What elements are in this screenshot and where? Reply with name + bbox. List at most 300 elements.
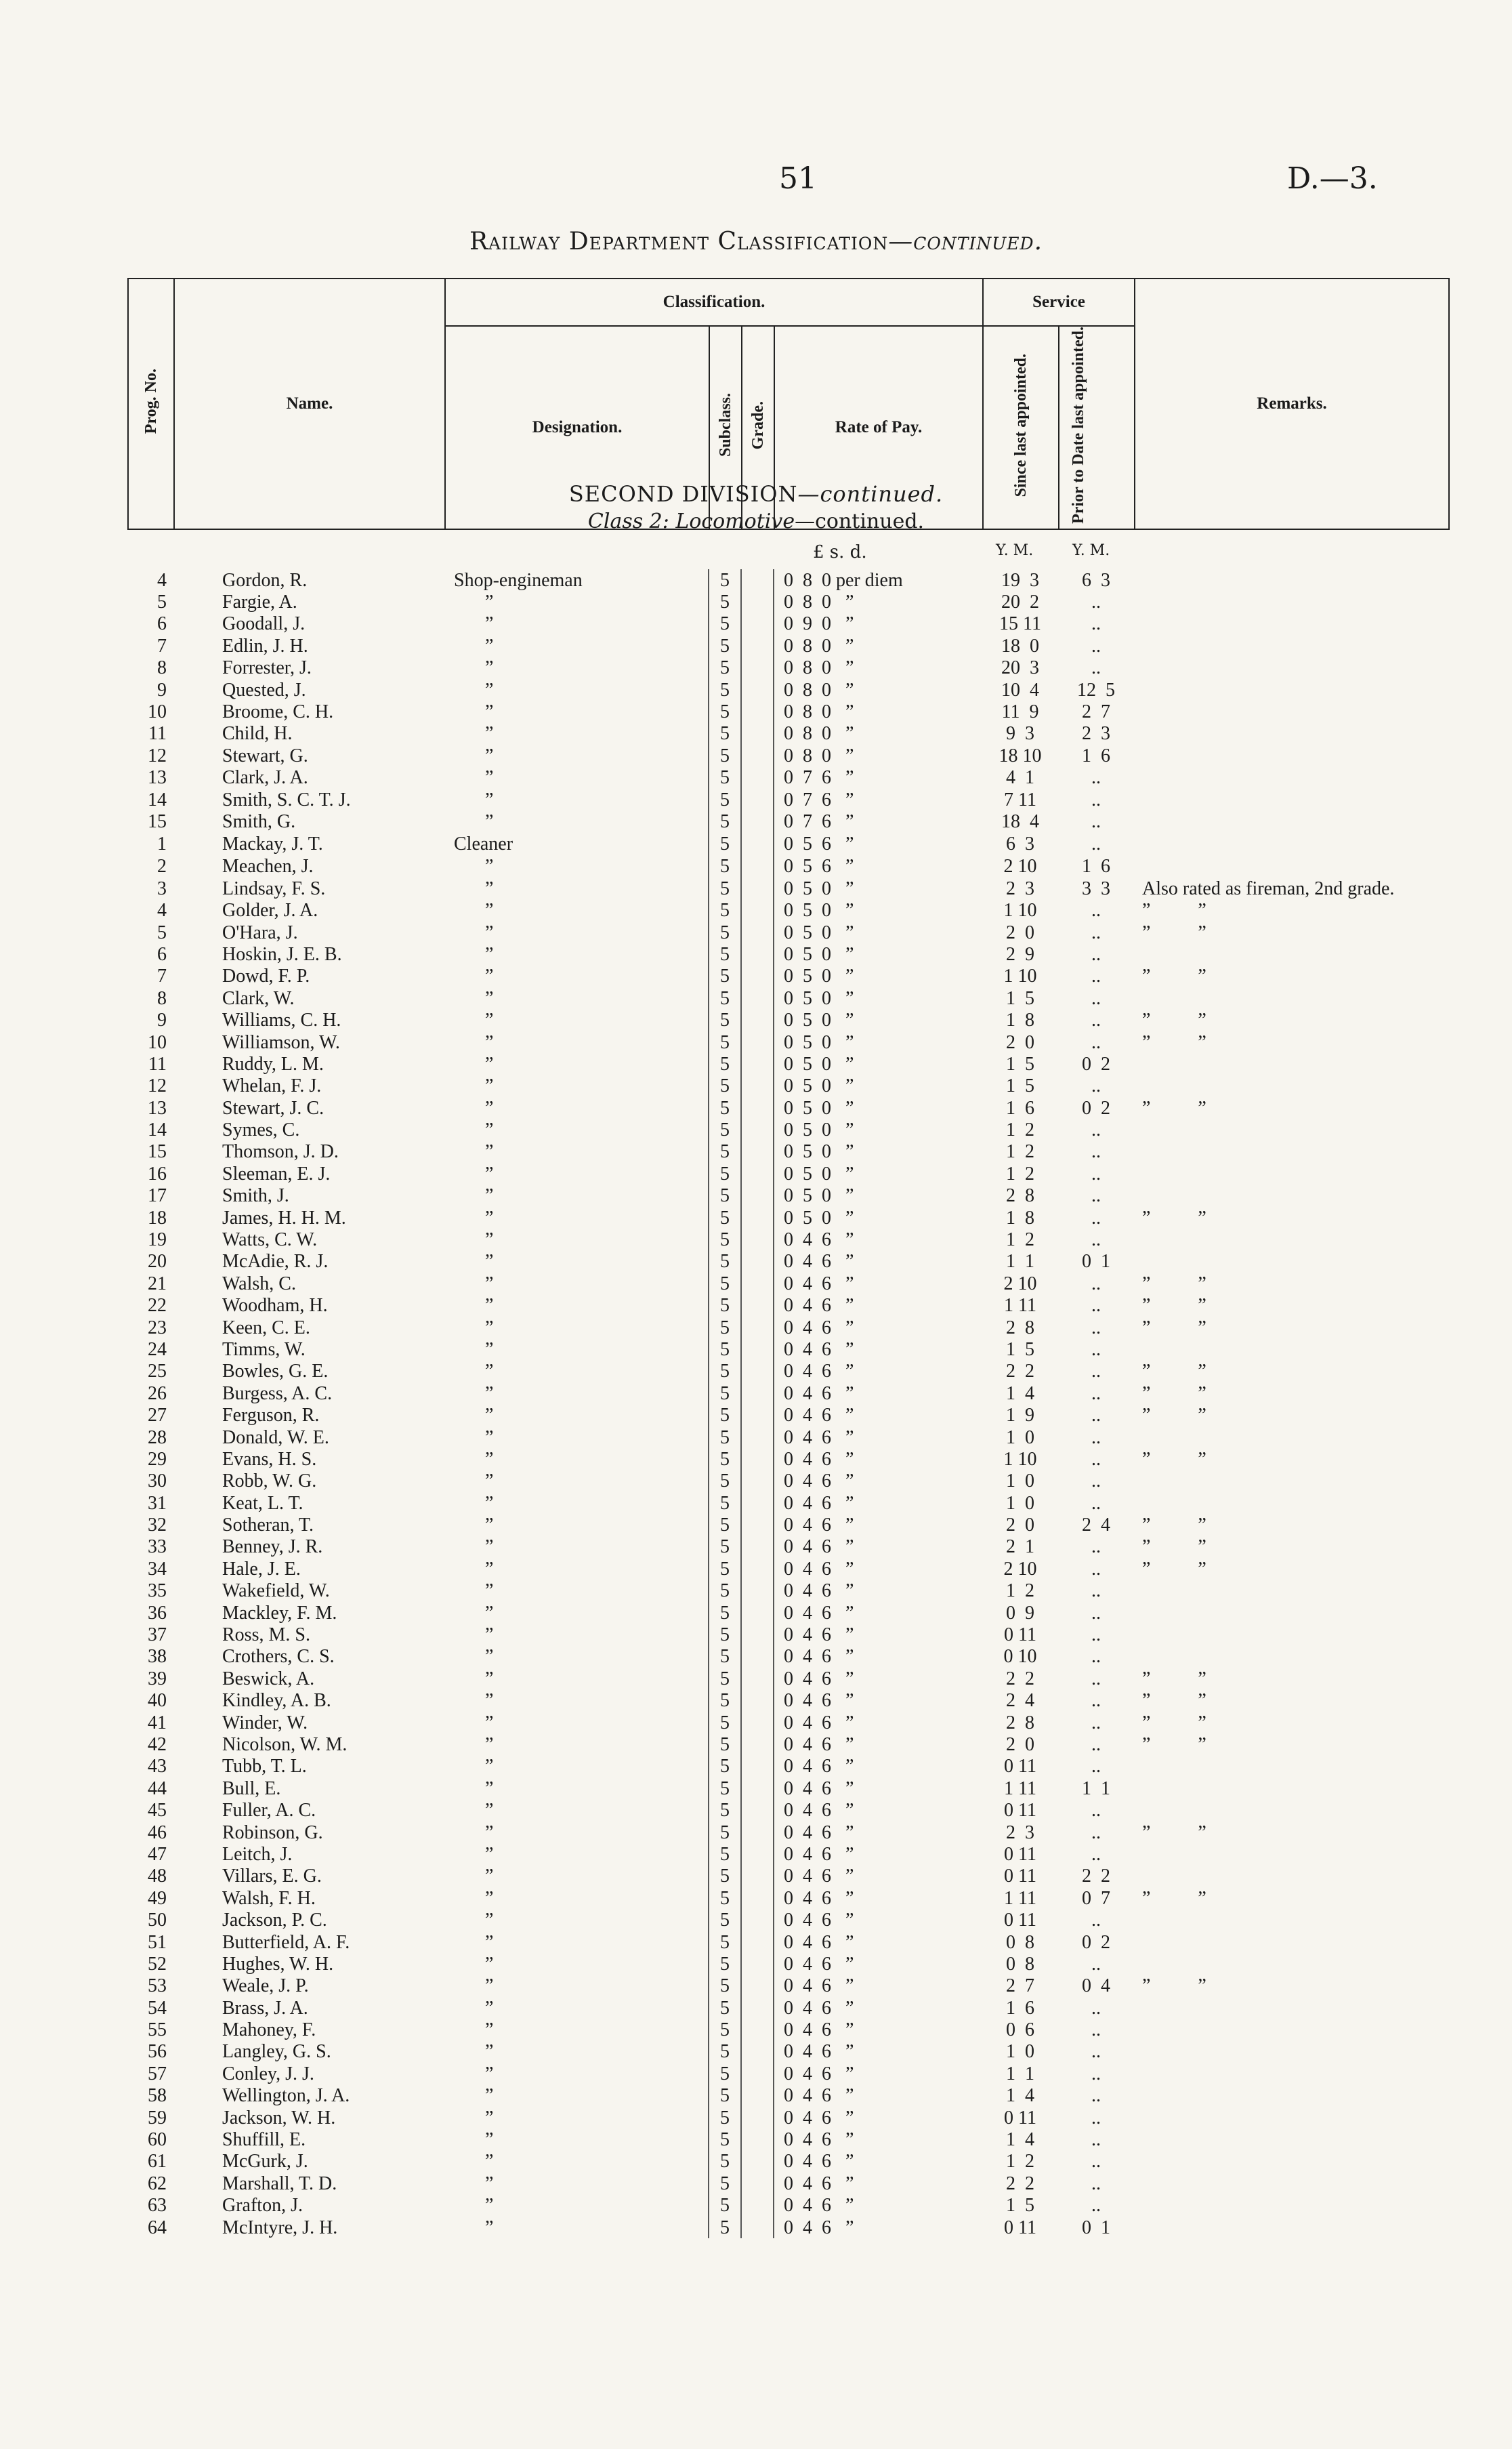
name-cell: Fuller, A. C. (222, 1800, 316, 1822)
prog-no-cell: 15 (148, 1141, 167, 1163)
service-prior-cell: 0 2 (1082, 1097, 1110, 1119)
service-since-cell: 0 11 (1004, 1866, 1036, 1887)
prog-no-cell: 23 (148, 1317, 167, 1338)
service-prior-cell: 2 2 (1082, 1866, 1110, 1887)
service-prior-cell: .. (1091, 2085, 1101, 2107)
table-row (127, 1536, 1448, 1558)
subclass-cell: 5 (709, 1668, 741, 1689)
remarks-cell (1134, 1119, 1448, 1140)
name-cell: Sotheran, T. (222, 1515, 314, 1536)
name-cell: Stewart, J. C. (222, 1097, 324, 1119)
remarks-cell (1134, 1756, 1448, 1777)
remarks-cell (1134, 1953, 1448, 1975)
prog-no-cell: 14 (148, 1119, 167, 1141)
grade-cell (741, 657, 774, 679)
prog-no-cell: 11 (148, 1053, 167, 1075)
service-prior-cell: .. (1091, 789, 1101, 810)
service-prior-cell: 0 2 (1082, 1053, 1110, 1075)
division-title (0, 481, 1512, 507)
designation-cell: ” (485, 657, 494, 679)
prog-no-cell: 18 (148, 1207, 167, 1229)
table-row (127, 1141, 1448, 1163)
designation-cell: ” (485, 856, 494, 878)
name-cell: Gordon, R. (222, 569, 308, 591)
name-cell: Forrester, J. (222, 657, 312, 679)
remarks-cell (1134, 1646, 1448, 1668)
service-since-units: Y. M. (996, 542, 1034, 559)
subclass-cell: 5 (709, 899, 741, 921)
remarks-cell: ” ” (1142, 1382, 1206, 1404)
service-prior-cell: .. (1091, 1646, 1101, 1668)
grade-cell (741, 922, 774, 943)
grade-cell (741, 943, 774, 965)
table-row (127, 1975, 1448, 1997)
remarks-cell (1134, 1580, 1448, 1602)
service-since-cell: 2 2 (1006, 2173, 1034, 2194)
subclass-cell: 5 (709, 1317, 741, 1338)
prog-no-cell: 45 (148, 1800, 167, 1822)
table-row (127, 789, 1448, 810)
remarks-cell: ” ” (1142, 1975, 1206, 1997)
prog-no-cell: 5 (157, 592, 167, 613)
rate-of-pay-cell: 0 4 6 ” (784, 1712, 854, 1733)
page-reference: D.—3. (1287, 161, 1378, 196)
name-cell: Kindley, A. B. (222, 1690, 331, 1712)
name-cell: Mahoney, F. (222, 2019, 316, 2041)
table-row (127, 2063, 1448, 2084)
designation-cell: ” (485, 1448, 494, 1470)
remarks-cell (1134, 1338, 1448, 1360)
remarks-cell (1134, 613, 1448, 635)
table-row (127, 1317, 1448, 1338)
rate-of-pay-cell: 0 4 6 ” (784, 1405, 854, 1426)
designation-cell: ” (485, 1382, 494, 1404)
grade-cell (741, 1338, 774, 1360)
subclass-cell: 5 (709, 1799, 741, 1821)
prog-no-cell: 57 (148, 2063, 167, 2084)
table-row (127, 1953, 1448, 1975)
service-since-cell: 1 11 (1004, 1777, 1036, 1799)
subclass-cell: 5 (709, 2019, 741, 2040)
subclass-cell: 5 (709, 1031, 741, 1053)
prog-no-cell: 19 (148, 1229, 167, 1251)
remarks-cell: ” ” (1142, 1822, 1206, 1843)
grade-cell (741, 1866, 774, 1887)
prog-no-cell: 46 (148, 1822, 167, 1843)
rate-of-pay-cell: 0 5 0 ” (784, 922, 854, 943)
service-prior-cell: .. (1091, 1843, 1101, 1865)
name-cell: Child, H. (222, 723, 293, 745)
rate-of-pay-cell: 0 4 6 ” (784, 1800, 854, 1822)
service-prior-cell: 0 4 (1082, 1975, 1110, 1997)
rate-of-pay-cell: 0 5 6 ” (784, 834, 854, 855)
service-prior-cell: .. (1091, 1163, 1101, 1185)
remarks-cell (1134, 569, 1448, 591)
subclass-cell: 5 (709, 1470, 741, 1492)
page-number: 51 (779, 161, 817, 196)
prog-no-cell: 8 (157, 657, 167, 679)
prog-no-cell: 47 (148, 1843, 167, 1865)
table-row (127, 1887, 1448, 1909)
name-cell: Sleeman, E. J. (222, 1163, 331, 1185)
name-cell: Goodall, J. (222, 613, 306, 635)
service-prior-cell: .. (1091, 1141, 1101, 1163)
prog-no-cell: 42 (148, 1734, 167, 1755)
service-since-cell: 1 5 (1006, 1053, 1034, 1075)
service-since-cell: 10 4 (1001, 679, 1039, 701)
remarks-cell: ” ” (1142, 1887, 1206, 1909)
name-cell: Beswick, A. (222, 1668, 315, 1689)
table-row (127, 1602, 1448, 1624)
name-cell: Thomson, J. D. (222, 1141, 339, 1163)
designation-cell: ” (485, 1317, 494, 1338)
name-cell: Williamson, W. (222, 1031, 340, 1053)
subclass-cell: 5 (709, 1690, 741, 1712)
designation-cell: ” (485, 878, 494, 899)
service-prior-cell: 12 5 (1077, 679, 1115, 701)
service-since-cell: 1 10 (1003, 966, 1037, 987)
rate-of-pay-cell: 0 4 6 ” (784, 1448, 854, 1470)
grade-cell (741, 1887, 774, 1909)
prog-no-cell: 59 (148, 2107, 167, 2128)
rate-of-pay-cell: 0 4 6 ” (784, 1361, 854, 1382)
prog-no-cell: 28 (148, 1426, 167, 1448)
prog-no-cell: 6 (157, 943, 167, 965)
rate-of-pay-cell: 0 4 6 ” (784, 2195, 854, 2217)
service-prior-cell: .. (1091, 1426, 1101, 1448)
service-prior-cell: .. (1091, 1273, 1101, 1294)
name-cell: Broome, C. H. (222, 701, 334, 723)
subclass-cell: 5 (709, 1822, 741, 1843)
service-prior-cell: .. (1091, 1822, 1101, 1843)
service-prior-cell: 1 6 (1082, 856, 1110, 878)
name-cell: Dowd, F. P. (222, 966, 310, 987)
designation-cell: ” (485, 1536, 494, 1558)
grade-cell (741, 1690, 774, 1712)
service-prior-cell: .. (1091, 1075, 1101, 1097)
name-cell: Golder, J. A. (222, 900, 318, 922)
grade-cell (741, 899, 774, 921)
designation-cell: ” (485, 1273, 494, 1294)
service-prior-cell: .. (1091, 2151, 1101, 2173)
remarks-cell (1134, 2063, 1448, 2084)
grade-cell (741, 723, 774, 745)
prog-no-cell: 44 (148, 1777, 167, 1799)
rate-of-pay-cell: 0 4 6 ” (784, 1866, 854, 1887)
designation-cell: ” (485, 1887, 494, 1909)
designation-cell: ” (485, 1953, 494, 1975)
grade-cell (741, 2173, 774, 2194)
table-row (127, 2085, 1448, 2107)
grade-cell (741, 1426, 774, 1448)
remarks-cell: ” ” (1142, 1031, 1206, 1053)
name-cell: Robb, W. G. (222, 1470, 317, 1492)
subclass-cell: 5 (709, 1295, 741, 1317)
rate-of-pay-cell: 0 4 6 ” (784, 1580, 854, 1602)
prog-no-cell: 15 (148, 810, 167, 832)
remarks-cell (1134, 1251, 1448, 1273)
designation-cell: ” (485, 1031, 494, 1053)
subclass-cell: 5 (709, 1251, 741, 1273)
grade-cell (741, 1053, 774, 1075)
subclass-cell: 5 (709, 1492, 741, 1514)
rate-of-pay-cell: 0 4 6 ” (784, 2129, 854, 2151)
name-cell: Donald, W. E. (222, 1426, 329, 1448)
designation-cell: ” (485, 2129, 494, 2151)
remarks-cell (1134, 810, 1448, 832)
service-prior-cell: .. (1091, 810, 1101, 832)
class-name: Locomotive (675, 510, 795, 533)
service-since-cell: 0 10 (1003, 1646, 1037, 1668)
prog-no-cell: 43 (148, 1756, 167, 1777)
prog-no-cell: 41 (148, 1712, 167, 1733)
grade-cell (741, 1536, 774, 1558)
service-since-cell: 18 10 (999, 745, 1042, 766)
remarks-cell (1134, 2085, 1448, 2107)
rate-of-pay-cell: 0 8 0 ” (784, 635, 854, 657)
designation-cell: ” (485, 767, 494, 789)
name-cell: Timms, W. (222, 1338, 306, 1360)
remarks-cell (1134, 2041, 1448, 2063)
prog-no-cell: 40 (148, 1690, 167, 1712)
designation-cell: ” (485, 679, 494, 701)
rate-of-pay-cell: 0 4 6 ” (784, 2019, 854, 2041)
header-subclass: Subclass. (709, 326, 742, 529)
rate-of-pay-cell: 0 4 6 ” (784, 1690, 854, 1712)
name-cell: Stewart, G. (222, 745, 308, 766)
grade-cell (741, 1448, 774, 1470)
prog-no-cell: 7 (157, 635, 167, 657)
subclass-cell: 5 (709, 833, 741, 856)
prog-no-cell: 4 (157, 569, 167, 591)
name-cell: Keen, C. E. (222, 1317, 310, 1338)
rate-of-pay-cell: 0 8 0 ” (784, 657, 854, 679)
designation-cell: ” (485, 1580, 494, 1602)
name-cell: Grafton, J. (222, 2195, 303, 2217)
prog-no-cell: 7 (157, 966, 167, 987)
service-prior-units: Y. M. (1072, 542, 1110, 559)
rate-of-pay-cell: 0 4 6 ” (784, 1536, 854, 1558)
designation-cell: ” (485, 1910, 494, 1931)
prog-no-cell: 56 (148, 2041, 167, 2063)
service-since-cell: 1 2 (1006, 1580, 1034, 1602)
grade-cell (741, 810, 774, 832)
grade-cell (741, 1163, 774, 1185)
rate-of-pay-cell: 0 4 6 ” (784, 1515, 854, 1536)
service-since-cell: 1 11 (1004, 1887, 1036, 1909)
table-row (127, 2217, 1448, 2238)
remarks-cell (1134, 2107, 1448, 2128)
table-row (127, 1163, 1448, 1185)
grade-cell (741, 789, 774, 810)
name-cell: Quested, J. (222, 679, 306, 701)
name-cell: Clark, W. (222, 987, 295, 1009)
subclass-cell: 5 (709, 745, 741, 766)
subclass-cell: 5 (709, 1426, 741, 1448)
designation-cell: ” (485, 1822, 494, 1843)
service-since-cell: 1 8 (1006, 1010, 1034, 1031)
grade-cell (741, 1822, 774, 1843)
name-cell: Hoskin, J. E. B. (222, 943, 342, 965)
service-since-cell: 2 1 (1006, 1536, 1034, 1558)
header-service: Service (983, 279, 1135, 326)
service-prior-cell: 1 1 (1082, 1777, 1110, 1799)
name-cell: Robinson, G. (222, 1822, 323, 1843)
designation-cell: ” (485, 1602, 494, 1624)
service-prior-cell: 2 4 (1082, 1515, 1110, 1536)
subclass-cell: 5 (709, 1338, 741, 1360)
table-row (127, 1756, 1448, 1777)
table-row (127, 1712, 1448, 1733)
class-prefix: Class 2: (587, 510, 676, 533)
name-cell: Woodham, H. (222, 1295, 328, 1317)
subclass-cell: 5 (709, 1097, 741, 1119)
remarks-cell (1134, 1163, 1448, 1185)
remarks-cell (1134, 2173, 1448, 2194)
subclass-cell: 5 (709, 1163, 741, 1185)
prog-no-cell: 10 (148, 701, 167, 723)
service-since-cell: 11 9 (1001, 701, 1039, 723)
name-cell: Fargie, A. (222, 592, 297, 613)
name-cell: Evans, H. S. (222, 1448, 317, 1470)
name-cell: Lindsay, F. S. (222, 878, 326, 899)
prog-no-cell: 13 (148, 1097, 167, 1119)
service-since-cell: 1 2 (1006, 2151, 1034, 2173)
prog-no-cell: 31 (148, 1492, 167, 1514)
service-prior-cell: .. (1091, 1207, 1101, 1229)
prog-no-cell: 26 (148, 1382, 167, 1404)
rate-of-pay-cell: 0 4 6 ” (784, 1426, 854, 1448)
grade-cell (741, 1031, 774, 1053)
remarks-cell (1134, 2128, 1448, 2150)
grade-cell (741, 701, 774, 722)
subclass-cell: 5 (709, 2217, 741, 2238)
designation-cell: ” (485, 1515, 494, 1536)
prog-no-cell: 51 (148, 1931, 167, 1953)
designation-cell: ” (485, 1470, 494, 1492)
name-cell: Conley, J. J. (222, 2063, 314, 2084)
service-since-cell: 0 11 (1004, 1910, 1036, 1931)
grade-cell (741, 745, 774, 766)
service-prior-cell: .. (1091, 613, 1101, 635)
prog-no-cell: 11 (148, 723, 167, 745)
name-cell: Langley, G. S. (222, 2041, 331, 2063)
subclass-cell: 5 (709, 856, 741, 878)
service-since-cell: 9 3 (1006, 723, 1034, 745)
grade-cell (741, 1097, 774, 1119)
designation-cell: ” (485, 613, 494, 635)
name-cell: Mackley, F. M. (222, 1602, 337, 1624)
grade-cell (741, 1953, 774, 1975)
subclass-cell: 5 (709, 1931, 741, 1953)
name-cell: Keat, L. T. (222, 1492, 303, 1514)
service-since-cell: 1 4 (1006, 1382, 1034, 1404)
grade-cell (741, 767, 774, 789)
service-since-cell: 6 3 (1006, 834, 1034, 855)
service-prior-cell: .. (1091, 592, 1101, 613)
remarks-cell (1134, 2019, 1448, 2040)
grade-cell (741, 1361, 774, 1382)
remarks-cell (1134, 767, 1448, 789)
header-prog-no: Prog. No. (128, 279, 174, 529)
table-row (127, 1492, 1448, 1514)
remarks-cell: Also rated as fireman, 2nd grade. (1142, 878, 1395, 899)
service-since-cell: 1 5 (1006, 1338, 1034, 1360)
subclass-cell: 5 (709, 635, 741, 657)
subclass-cell: 5 (709, 767, 741, 789)
subclass-cell: 5 (709, 1887, 741, 1909)
rate-of-pay-cell: 0 4 6 ” (784, 1887, 854, 1909)
service-since-cell: 0 11 (1004, 1756, 1036, 1777)
rate-of-pay-cell: 0 8 0 ” (784, 745, 854, 766)
rate-of-pay-cell: 0 5 0 ” (784, 943, 854, 965)
designation-cell: ” (485, 1295, 494, 1317)
header-since-last-appointed: Since last appointed. (983, 326, 1059, 529)
service-since-cell: 0 11 (1004, 2107, 1036, 2128)
table-row (127, 767, 1448, 789)
subclass-cell: 5 (709, 2041, 741, 2063)
name-cell: Crothers, C. S. (222, 1646, 335, 1668)
remarks-cell (1134, 1602, 1448, 1624)
rate-of-pay-cell: 0 5 0 ” (784, 1207, 854, 1229)
prog-no-cell: 64 (148, 2217, 167, 2238)
service-prior-cell: .. (1091, 1712, 1101, 1733)
rate-of-pay-cell: 0 8 0 ” (784, 723, 854, 745)
prog-no-cell: 36 (148, 1602, 167, 1624)
header-prior-to-date: Prior to Date last appointed. (1059, 326, 1135, 529)
rate-of-pay-cell: 0 5 0 ” (784, 987, 854, 1009)
prog-no-cell: 32 (148, 1515, 167, 1536)
service-prior-cell: .. (1091, 1953, 1101, 1975)
table-row (127, 2128, 1448, 2150)
subclass-cell: 5 (709, 1382, 741, 1404)
name-cell: Butterfield, A. F. (222, 1931, 350, 1953)
rate-of-pay-cell: 0 4 6 ” (784, 1602, 854, 1624)
name-cell: Hughes, W. H. (222, 1953, 334, 1975)
name-cell: Walsh, F. H. (222, 1887, 316, 1909)
rate-of-pay-cell: 0 8 0 ” (784, 592, 854, 613)
rate-of-pay-cell: 0 5 0 ” (784, 1075, 854, 1097)
prog-no-cell: 12 (148, 1075, 167, 1097)
division-continued: —continued. (797, 481, 944, 507)
remarks-cell: ” ” (1142, 1712, 1206, 1733)
name-cell: Villars, E. G. (222, 1866, 322, 1887)
designation-cell: ” (485, 922, 494, 943)
remarks-cell (1134, 1229, 1448, 1250)
table-row (127, 1361, 1448, 1382)
subclass-cell: 5 (709, 789, 741, 810)
service-since-cell: 1 0 (1006, 2041, 1034, 2063)
grade-cell (741, 1997, 774, 2019)
service-since-cell: 2 3 (1006, 1822, 1034, 1843)
name-cell: McGurk, J. (222, 2151, 308, 2173)
service-since-cell: 1 9 (1006, 1405, 1034, 1426)
rate-of-pay-cell: 0 4 6 ” (784, 1229, 854, 1251)
table-row (127, 1733, 1448, 1755)
division-name: SECOND DIVISION (568, 481, 798, 507)
rate-of-pay-cell: 0 8 0 per diem (784, 569, 903, 591)
service-since-cell: 1 6 (1006, 1097, 1034, 1119)
subclass-cell: 5 (709, 569, 741, 591)
service-prior-cell: .. (1091, 987, 1101, 1009)
table-row (127, 1053, 1448, 1075)
grade-cell (741, 1075, 774, 1097)
service-prior-cell: .. (1091, 2107, 1101, 2128)
header-designation: Designation. (445, 326, 709, 529)
prog-no-cell: 29 (148, 1448, 167, 1470)
remarks-cell (1134, 745, 1448, 766)
designation-cell: ” (485, 1010, 494, 1031)
